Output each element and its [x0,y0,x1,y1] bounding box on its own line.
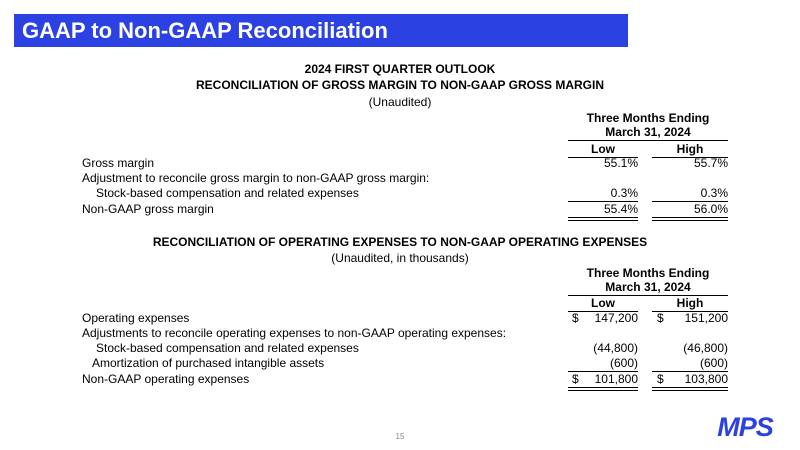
table-row [0,311,800,326]
row-label: Operating expenses [82,311,190,325]
section1-heading: 2024 FIRST QUARTER OUTLOOK [304,62,496,76]
section1-subtitle: (Unaudited) [368,95,432,109]
row-high-value: (46,800) [683,341,728,355]
mps-logo-icon [704,414,786,438]
table-row [0,186,800,201]
row-low-value: 147,200 [594,311,638,325]
row-high-value: (600) [699,356,728,370]
table-row [0,356,800,371]
section1-col-low: Low [568,142,638,158]
section2-period-line1: Three Months Ending [586,266,710,280]
row-high-value: 151,200 [684,311,728,325]
page-number: 15 [395,432,405,441]
currency-symbol: $ [572,372,579,386]
slide-title-banner [14,14,628,47]
total-double-rule [652,217,728,221]
section1-period-line2: March 31, 2024 [568,125,728,141]
section2-period-line2: March 31, 2024 [568,280,728,296]
table-row [0,202,800,217]
row-high-value: 56.0% [693,202,728,216]
row-label: Gross margin [82,156,155,170]
row-label: Non-GAAP operating expenses [82,372,250,386]
row-high-value: 55.7% [693,156,728,170]
section2-col-low: Low [568,296,638,312]
section1-col-high: High [652,142,728,158]
row-high-value: 103,800 [684,372,728,386]
row-low-value: 55.1% [603,156,638,170]
row-label: Stock-based compensation and related expenses [96,186,359,200]
row-high-value: 0.3% [700,186,728,200]
currency-symbol: $ [657,372,664,386]
row-label: Stock-based compensation and related expenses [96,341,359,355]
table-row [0,372,800,387]
total-double-rule [568,217,638,221]
section2-title: RECONCILIATION OF OPERATING EXPENSES TO NON-GAAP OPERATING EXPENSES [152,235,648,249]
row-label: Adjustment to reconcile gross margin to non-GAAP gross margin: [82,171,430,185]
row-low-value: 0.3% [610,186,638,200]
section2-col-high: High [652,296,728,312]
row-label: Non-GAAP gross margin [82,202,214,216]
total-double-rule [652,387,728,391]
row-low-value: (600) [609,356,638,370]
row-label: Amortization of purchased intangible assets [92,356,325,370]
total-double-rule [568,387,638,391]
row-label: Adjustments to reconcile operating expenses to non-GAAP operating expenses: [82,326,507,340]
logo-text: MPS [717,414,773,438]
section1-title: RECONCILIATION OF GROSS MARGIN TO NON-GAAP GROSS MARGIN [195,78,604,92]
currency-symbol: $ [572,311,579,325]
section1-period-line1: Three Months Ending [586,111,710,125]
currency-symbol: $ [657,311,664,325]
table-row [0,341,800,356]
table-row [0,171,800,186]
slide-title: GAAP to Non-GAAP Reconciliation [22,18,388,43]
row-low-value: (44,800) [593,341,638,355]
section2-subtitle: (Unaudited, in thousands) [331,251,469,265]
table-row [0,156,800,171]
row-low-value: 55.4% [603,202,638,216]
table-row [0,326,800,341]
row-low-value: 101,800 [594,372,638,386]
